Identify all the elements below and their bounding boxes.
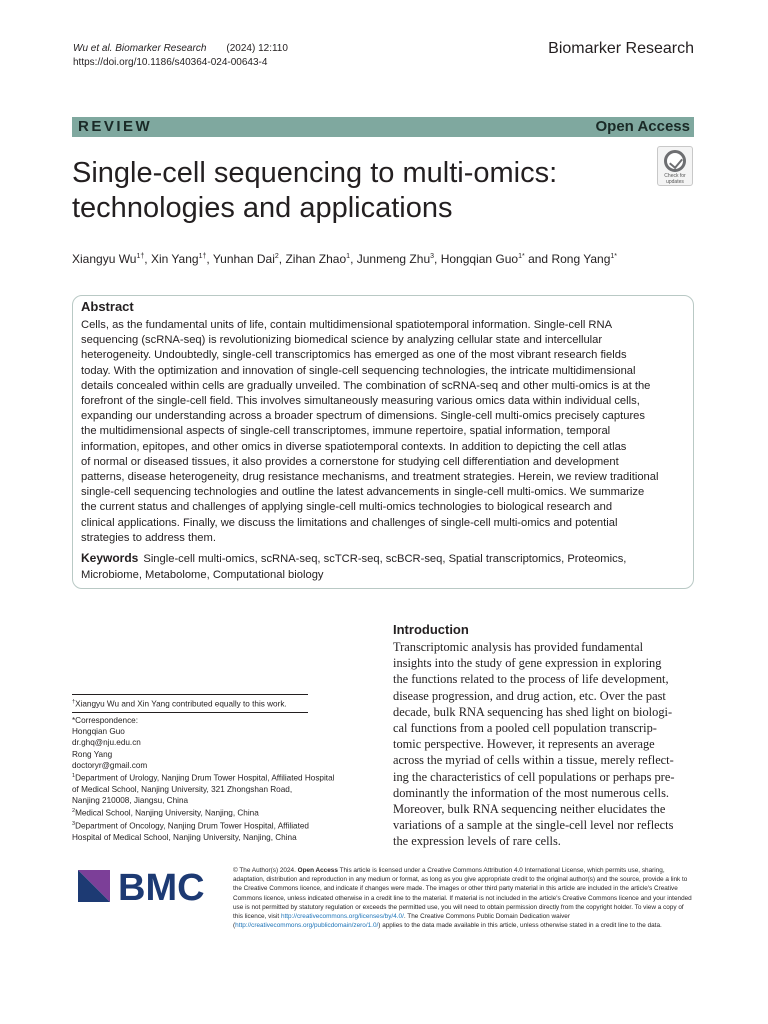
abstract-line: heterogeneity. Undoubtedly, single-cell transcriptomics has emerged as one of the most vibrant research fields [81,349,627,362]
affiliation-line: Nanjing 210008, Jiangsu, China [72,796,189,806]
author[interactable]: Junmeng Zhu$^3$ [356,252,435,266]
running-header [73,42,288,70]
check-for-updates-label: Check for updates [664,173,686,185]
author[interactable]: Zihan Zhao$^1$ [285,252,351,266]
title-line-2: technologies and applications [72,192,453,224]
contact-name: Rong Yang [72,749,113,759]
abstract-line: clinical applications. Finally, we discuss the limitations and challenges of single-cell multi-omics and potential [81,516,618,529]
open-access-label: Open Access [595,118,690,135]
contact-email[interactable]: dr.ghq@nju.edu.cn [72,738,141,748]
intro-line: across the myriad of cells within a tissue, merely reflect- [393,753,674,768]
abstract-line: Cells, as the fundamental units of life, contain multidimensional spatiotemporal information. Single-cell RNA [81,319,613,331]
intro-line: Transcriptomic analysis has provided fundamental [393,640,644,654]
intro-line: variations of a sample at the single-cell level nor reflects [393,818,674,833]
title-line-1: Single-cell sequencing to multi-omics: [72,157,558,189]
cc-by-link[interactable]: http://creativecommons.org/licenses/by/4.0/ [280,913,404,921]
intro-line: ing the characteristics of cell populations or perhaps pre- [393,769,675,784]
correspondence-block [72,715,372,843]
introduction-text [393,639,694,850]
journal-name: Biomarker Research [548,40,694,57]
author[interactable]: Xiangyu $Wu^{1\dagger}$ [72,252,145,266]
contact-email[interactable]: doctoryr@gmail.com [72,760,148,770]
keywords-line-1: Single-cell multi-omics, scRNA-seq, scTCR-seq, scBCR-seq, Spatial transcriptomics, Proteomics, [143,553,627,565]
abstract-line: expanding our understanding across a broader spectrum of dimensions. Single-cell multi-omics precisely captures [81,410,646,423]
doi-link[interactable]: https://doi.org/10.1186/s40364-024-00643-4 [73,57,268,68]
intro-line: disease progression, and drug action, etc. Over the past [393,688,666,703]
abstract-heading: Abstract [81,299,134,314]
abstract-line: forefront of the single-cell field. This involves simultaneously measuring various omics data within individual cells, [81,395,640,408]
license-text: © The Author(s) 2024. Open Access This article is licensed under a Creative Commons Attribution 4.0 International License, which permits use, sharing, adaptation, distribution and reproduction in any medium or format, as long as you give appropriate credit to the original author(s) and the source, provide a link to the Creative Commons licence, and indicate if changes were made. The images or other third party material in this article are included in the article's Creative Commons licence, unless indicated otherwise in a credit line to the material. If material is not included in the article's Creative Commons licence and your intended use is not permitted by statutory regulation or exceeds the permitted use, you will need to obtain permission directly from the copyright holder. To view a copy of this licence, visit http://creativecommons.org/licenses/by/4.0/. The Creative Commons Public Domain Dedication waiver (http://creativecommons.org/publicdomain/zero/1.0/) applies to the data made available in this article, unless otherwise stated in a credit line to the data. [233,867,692,930]
abstract-line: of normal or diseased tissues, it also provides a cornerstone for studying cell differentiation and development [81,455,619,468]
abstract-line: today. With the optimization and innovation of single-cell sequencing technologies, the intricate multidimensional [81,364,636,377]
affiliation-line: Hospital of Medical School, Nanjing University, Nanjing, China [72,833,297,843]
contact-name: Hongqian Guo [72,727,125,737]
abstract-line: information, epitopes, and other omics in diverse spatiotemporal contexts. In addition to depicting the cell atlas [81,440,627,453]
article-title [72,156,632,226]
abstract-line: patterns, disease heterogeneity, drug resistance mechanisms, and treatment strategies. Herein, we review traditional [81,471,659,484]
intro-line: the functions related to the process of life development, [393,672,669,687]
author[interactable]: Yunhan Dai$^2$ [212,252,279,266]
correspondence-label: *Correspondence: [72,716,138,725]
author[interactable]: Hongqian Guo$^{1*}$ [440,252,525,266]
intro-line: dominantly the information of the most numerous cells. [393,785,669,800]
citation-year: (2024) 12:110 [226,43,288,54]
intro-line: cal functions from a pooled cell population transcrip- [393,721,657,736]
article-type-banner [72,117,694,137]
check-for-updates-button[interactable] [657,146,693,186]
keywords-line-2: Microbiome, Metabolome, Computational biology [81,568,324,581]
author[interactable]: Rong Yang$^{1*}$ [551,252,618,266]
abstract-text [81,318,687,546]
authors-and: and [528,252,549,266]
intro-line: the expression levels of rare cells. [393,834,561,849]
abstract-line: sequencing (scRNA-seq) is revolutionizing biomedical science by analyzing cellular state and intercellular [81,334,603,347]
abstract-line: single-cell sequencing technologies and outline the latest advancements in single-cell multi-omics. We summarize [81,486,645,499]
bmc-logo-text: BMC [118,868,205,904]
bmc-logo [76,868,216,904]
author[interactable]: Xin Yang$^{1\dagger}$ [150,252,207,266]
author-list: Xiangyu $Wu^{1\dagger}$, Xin Yang$^{1\dagger}$, Yunhan Dai$^2$, Zihan Zhao$^1$, Junmeng Zhu$^3$, Hongqian Guo$^{1*}$ and Rong Yang$^{1*}$ [72,252,618,266]
intro-line: Moreover, bulk RNA sequencing neither elucidates the [393,802,666,817]
abstract-line: the current status and challenges of applying single-cell multi-omics technologies to biological research and [81,501,613,514]
keywords [81,551,687,583]
affiliation-line: $^3$Department of Oncology, Nanjing Drum Tower Hospital, Affiliated [72,821,309,832]
keywords-label: Keywords [81,551,139,565]
check-for-updates-icon [664,150,686,172]
cc-zero-link[interactable]: http://creativecommons.org/publicdomain/zero/1.0/ [235,922,379,930]
intro-line: insights into the study of gene expression in exploring [393,656,662,671]
affiliation-line: of Medical School, Nanjing University, 321 Zhongshan Road, [72,784,293,794]
introduction-heading: Introduction [393,622,469,637]
affiliation-line: $^1$Department of Urology, Nanjing Drum Tower Hospital, Affiliated Hospital [72,773,335,783]
abstract-line: strategies to address them. [81,531,216,544]
intro-line: decade, bulk RNA sequencing has shed light on biologi- [393,704,673,719]
equal-contribution-note: †Xiangyu Wu and Xin Yang contributed equally to this work. [72,699,287,709]
footnote-divider [72,694,308,695]
intro-line: tomic perspective. However, it represents an average [393,737,655,752]
citation-authors: Wu et al. Biomarker Research [73,43,207,54]
footnote-divider [72,712,308,713]
abstract-line: the multidimensional aspects of single-cell transcriptomes, immune repertoire, spatial information, temporal [81,425,611,438]
affiliation-line: $^2$Medical School, Nanjing University, Nanjing, China [72,808,259,819]
article-type-label: REVIEW [78,118,153,135]
abstract-line: details concealed within cells are gradually unveiled. The combination of scRNA-seq and other multi-omics is at the [81,379,651,392]
